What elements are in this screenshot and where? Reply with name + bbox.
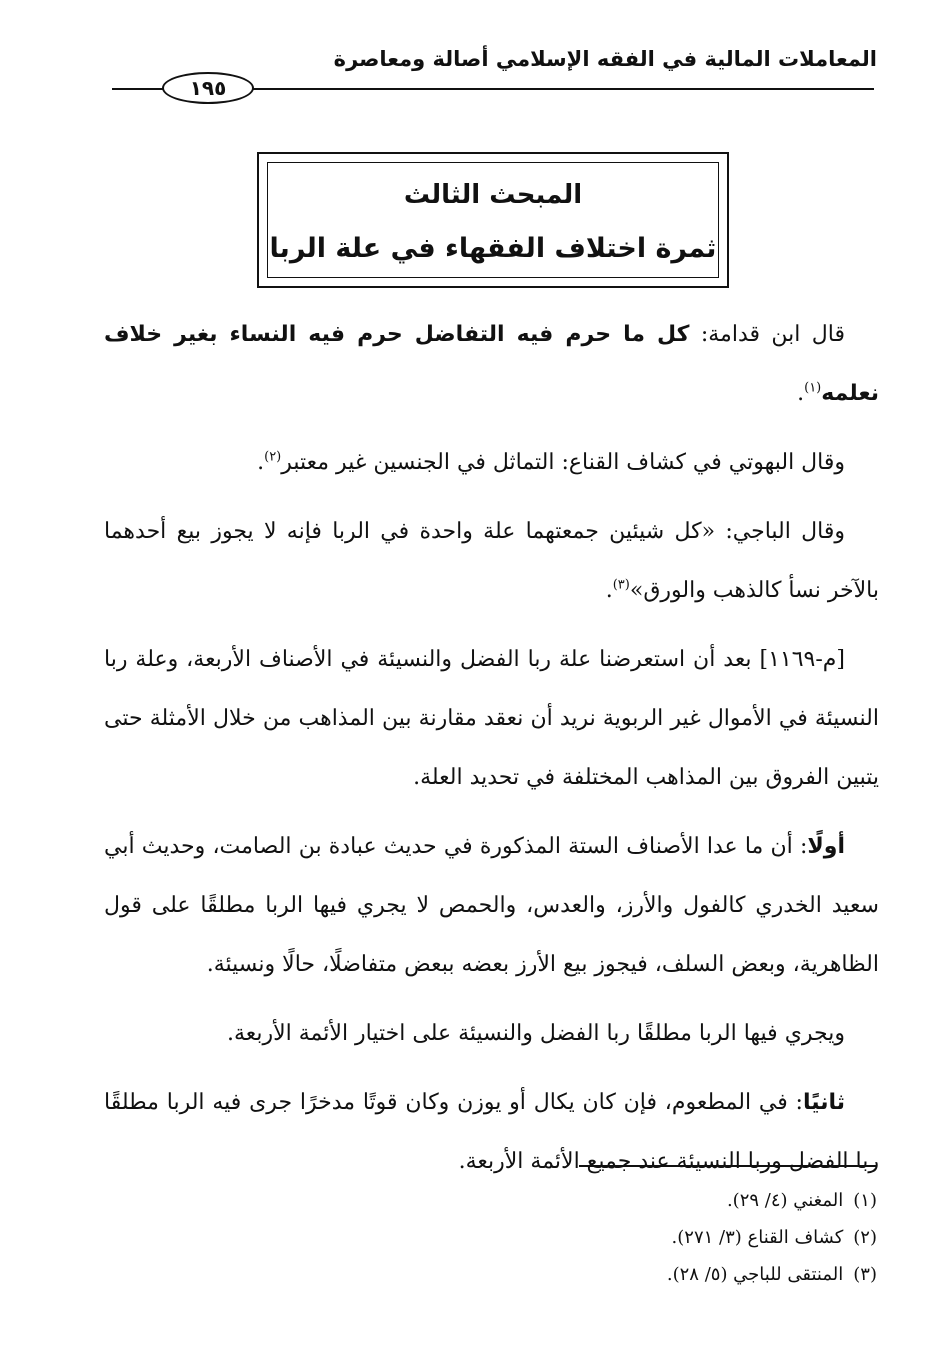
paragraph-end: . (797, 381, 805, 406)
footnote-ref-2: (٢) (264, 449, 282, 465)
paragraph-end: . (605, 578, 613, 603)
footnote-item (377, 1219, 877, 1256)
footnote-number: (٢) (853, 1227, 877, 1248)
paragraph-text: ويجري فيها الربا مطلقًا ربا الفضل والنسيئة على اختيار الأئمة الأربعة. (226, 1021, 845, 1046)
running-title: المعاملات المالية في الفقه الإسلامي أصالة ومعاصرة (333, 47, 877, 71)
footnote-number: (٣) (853, 1264, 877, 1285)
paragraph-bahuti (104, 433, 879, 492)
bold-quote: كل ما حرم فيه التفاضل حرم فيه النساء بغير خلاف نعلمه (104, 322, 879, 406)
paragraph-first-point (104, 817, 879, 994)
paragraph-baji (104, 502, 879, 620)
paragraph-text: [م-١١٦٩] بعد أن استعرضنا علة ربا الفضل والنسيئة في الأصناف الأربعة، وعلة ربا النسيئة في الأموال غير الربوية نريد أن نعقد مقارنة بين المذاهب من خلال الأمثلة حتى يتبين الفروق بين المذاهب المختلفة في تحديد العلة. (104, 647, 879, 790)
footnote-number: (١) (853, 1190, 877, 1211)
section-title: ثمرة اختلاف الفقهاء في علة الربا (269, 233, 717, 264)
paragraph-lead: قال ابن قدامة: (689, 322, 845, 347)
footnote-rule (579, 1165, 877, 1167)
footnote-text: المنتقى للباجي (٥/ ٢٨). (666, 1264, 844, 1285)
main-text (104, 305, 879, 1201)
paragraph-text: : في المطعوم، فإن كان يكال أو يوزن وكان قوتًا مدخرًا جرى فيه الربا مطلقًا ربا الفضل وربا النسيئة عند جميع الأئمة الأربعة. (104, 1090, 879, 1174)
footnote-text: كشاف القناع (٣/ ٢٧١). (671, 1227, 844, 1248)
footnote-ref-3: (٣) (612, 577, 630, 593)
paragraph-text: وقال البهوتي في كشاف القناع: التماثل في الجنسين غير معتبر (281, 450, 845, 475)
paragraph-four-imams (104, 1004, 879, 1063)
section-title-frame (267, 162, 719, 278)
section-label: المبحث الثالث (403, 180, 583, 210)
footnote-item (377, 1256, 877, 1293)
paragraph-comparison-intro (104, 630, 879, 807)
section-title-box (257, 152, 729, 288)
paragraph-ibn-qudama (104, 305, 879, 423)
paragraph-second-point (104, 1073, 879, 1191)
paragraph-text: وقال الباجي: «كل شيئين جمعتهما علة واحدة في الربا فإنه لا يجوز بيع أحدهما بالآخر نسأ كالذهب والورق» (104, 519, 879, 603)
footnotes (377, 1182, 877, 1293)
point-label-second: ثانيًا (802, 1090, 845, 1115)
footnote-item (377, 1182, 877, 1219)
paragraph-end: . (257, 450, 265, 475)
page-number: ١٩٥ (162, 72, 254, 104)
footnote-ref-1: (١) (804, 380, 822, 396)
point-label-first: أولًا (807, 834, 845, 859)
paragraph-text: : أن ما عدا الأصناف الستة المذكورة في حديث عبادة بن الصامت، وحديث أبي سعيد الخدري كالفول والأرز، والعدس، والحمص لا يجري فيها الربا مطلقًا على قول الظاهرية، وبعض السلف، فيجوز بيع الأرز بعضه ببعض متفاضلًا، حالًا ونسيئة. (104, 834, 879, 977)
footnote-text: المغني (٤/ ٢٩). (726, 1190, 844, 1211)
